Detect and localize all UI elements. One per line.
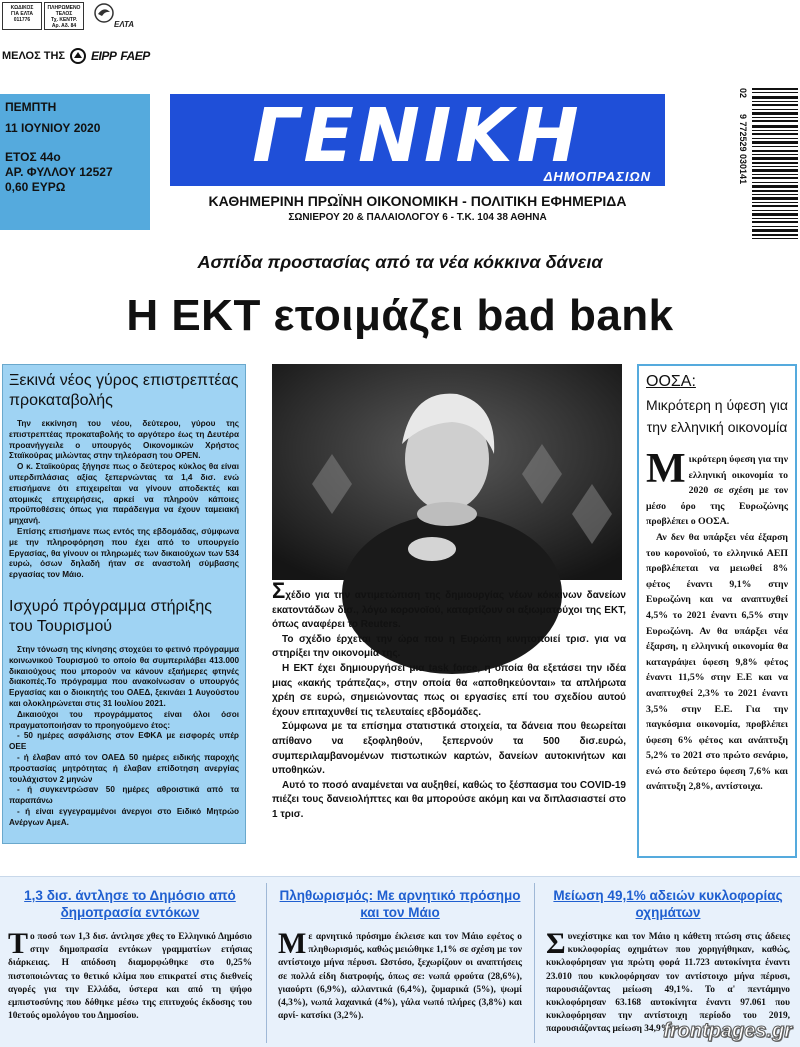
postal-code-box: ΚΩΔΙΚΟΣ ΓΙΑ ΕΛΤΑ 011776 bbox=[2, 2, 42, 30]
bottom-dropcap: Τ bbox=[8, 927, 29, 960]
postage-paid-box: ΠΛΗΡΩΜΕΝΟ ΤΕΛΟΣ Τχ. ΚΕΝΤΡ. Αρ. Αδ. 84 bbox=[44, 2, 84, 30]
bottom-article-text: Με αρνητικό πρόσημο έκλεισε και τον Μάιο εφέτος ο πληθωρισμός, καθώς μειώθηκε 1,1% σε σχέση με τον αντίστοιχο μήνα πέρυσι. Ωστόσο, ξεχωρίζουν οι αναπτήσεις σε πολλά είδη διατροφής, όπως σε: νωπά φρούτα (28,6%), γιαούρτι (6,9%), αλλαντικά (6,4%), ζυμαρικά (5%), ψωμί (4,3%), νωπά λαχανικά (4%), γάλα νωπό πλήρες (3,8%) και αρνί- κατσίκι (3,2%). bbox=[278, 927, 522, 1022]
issue-price: 0,60 ΕΥΡΩ bbox=[5, 180, 66, 194]
right-article-first-para: Μικρότερη ύφεση για την ελληνική οικονομία το 2020 σε σχέση με τον μέσο όρο της Ευρωζώνης προβλέπει ο ΟΟΣΑ. bbox=[646, 446, 788, 528]
bottom-article-text: Το ποσό των 1,3 δισ. άντλησε χθες το Ελληνικό Δημόσιο στην δημοπρασία εντόκων γραμματίων ετήσιας διάρκειας. Η απόδοση διαμορφώθηκε στο 0,25% πιστοποιώντας το θετικό κλίμα που επικρατεί στις διεθνείς αγορές για την Ελλάδα, ύστερα και από τη ψήφο εμπιστοσύνης που δόθηκε μέσω της επιτυχούς έκδοσης του 10ετούς ομολόγου του Δημοσίου. bbox=[8, 927, 252, 1022]
column-divider bbox=[266, 883, 267, 1043]
left-article-para: - ή συγκεντρώσαν 50 ημέρες αθροιστικά από τα παραπάνω bbox=[9, 785, 239, 806]
right-article-title: Μικρότερη η ύφεση για την ελληνική οικονομία bbox=[646, 397, 788, 435]
lead-photo bbox=[272, 364, 622, 580]
watermark: frontpages.gr bbox=[663, 1020, 792, 1042]
issue-info-box bbox=[0, 94, 150, 230]
issue-year: ΕΤΟΣ 44ο bbox=[5, 150, 61, 164]
left-article-para: - ή είναι εγγεγραμμένοι άνεργοι στο Ειδικό Μητρώο Ανέργων ΑμεΑ. bbox=[9, 806, 239, 827]
speaker-photo-icon bbox=[272, 364, 622, 580]
issue-date: 11 ΙΟΥΝΙΟΥ 2020 bbox=[5, 121, 101, 135]
left-article-para: Επίσης επισήμανε πως εντός της εβδομάδας, σύμφωνα με την πληροφόρηση που έχει από το υπουργείο Εργασίας, θα γίνουν οι πληρωμές των δικαιούχων των 534 ευρώ, όσων δηλαδή ήταν σε αναστολή σύμβασης εργασίας τον Μάιο. bbox=[9, 526, 239, 580]
barcode-edition: 02 bbox=[738, 88, 748, 99]
bottom-dropcap: Μ bbox=[278, 927, 307, 960]
bottom-article-1 bbox=[0, 887, 260, 1023]
newspaper-address: ΣΩΝΙΕΡΟΥ 20 & ΠΑΛΑΙΟΛΟΓΟΥ 6 - Τ.Κ. 104 38 ΑΘΗΝΑ bbox=[288, 212, 547, 223]
bottom-article-title: Μείωση 49,1% αδειών κυκλοφορίας οχημάτων bbox=[553, 888, 783, 920]
member-of-label: ΜΕΛΟΣ ΤΗΣ ΕΙΡΡ FAEP bbox=[2, 49, 150, 63]
left-article-title-2: Ισχυρό πρόγραμμα στήριξης του Τουρισμού bbox=[9, 597, 212, 635]
newspaper-tagline: ΚΑΘΗΜΕΡΙΝΗ ΠΡΩΪΝΗ ΟΙΚΟΝΟΜΙΚΗ - ΠΟΛΙΤΙΚΗ ΕΦΗΜΕΡΙΔΑ bbox=[208, 193, 627, 209]
bottom-dropcap: Σ bbox=[546, 927, 566, 960]
left-article-title-1: Ξεκινά νέος γύρος επιστρεπτέας προκαταβολής bbox=[9, 372, 239, 409]
left-article-para: - 50 ημέρες ασφάλισης στον ΕΦΚΑ με εισφορές υπέρ ΟΕΕ bbox=[9, 731, 239, 752]
elta-logo bbox=[92, 2, 135, 30]
barcode-bars-icon bbox=[752, 84, 798, 242]
main-article-first-para: Σχέδιο για την αντιμετώπιση της δημιουργίας νέων κόκκινων δανείων εκατοντάδων δισ., λόγω κορονοϊού, καταρτίζουν οι αξιωματούχοι της ΕΚΤ, όπως αναφέρει το Reuters. bbox=[272, 578, 626, 631]
left-article-para: Δικαιούχοι του προγράμματος είναι όλοι όσοι πραγματοποιήσαν το προηγούμενο έτος: bbox=[9, 709, 239, 730]
right-article-dropcap: Μ bbox=[646, 446, 686, 492]
left-article-para: - ή έλαβαν από τον ΟΑΕΔ 50 ημέρες ειδικής παροχής προστασίας μητρότητας ή έλαβαν επίδοτηση ανεργίας τουλάχιστον 2 μηνών bbox=[9, 752, 239, 784]
barcode bbox=[728, 84, 798, 242]
left-article-para: Την εκκίνηση του νέου, δεύτερου, γύρου της επιστρεπτέας προκαταβολής το αργότερο έως τη Δευτέρα προανήγγειλε ο υπουργός Οικονομικών Χρήστος Σταϊκούρας μιλώντας στην τηλεόραση του OPEN. bbox=[9, 419, 239, 461]
newspaper-subtitle: ΔΗΜΟΠΡΑΣΙΩΝ bbox=[543, 169, 651, 184]
bottom-article-3 bbox=[538, 887, 798, 1037]
elta-bird-icon bbox=[92, 2, 135, 30]
left-column bbox=[2, 364, 246, 844]
barcode-number: 9 772529 030141 bbox=[738, 114, 748, 185]
bottom-article-text: Συνεχίστηκε και τον Μάιο η κάθετη πτώση στις άδειες κυκλοφορίας οχημάτων που χορηγήθηκαν, καθώς, κυκλοφόρησαν για πρώτη φορά 11.723 αυτοκίνητα έναντι 23.010 που κυκλοφόρησαν τον αντίστοιχο μήνα πέρυσι, παρουσιάζοντας μείωση 49,1%. Το α' πεντάμηνο κυκλοφόρησαν 63.168 αυτοκίνητα έναντι 97.061 που κυκλοφόρησαν την αντίστοιχη περίοδο του 2019, παρουσιάζοντας μείωση 34,9%. bbox=[546, 927, 790, 1035]
masthead bbox=[170, 94, 665, 186]
left-article-para: Στην τόνωση της κίνησης στοχεύει το φετινό πρόγραμμα κοινωνικού Τουρισμού το οποίο θα συμπεριλάβει 413.000 δικαιούχους που μπορούν να κάνουν εξαήμερες φτηνές διακοπές.Το πρόγραμμα που ανακοίνωσαν ο υπουργός Εργασίας και ο διοικητής του ΟΑΕΔ, ξεκινάει 1 Αυγούστου και ολοκληρώνεται στις 31 Ιουλίου 2021. bbox=[9, 644, 239, 708]
issue-number: ΑΡ. ΦΥΛΛΟΥ 12527 bbox=[5, 165, 113, 179]
issue-day: ΠΕΜΠΤΗ bbox=[5, 100, 57, 114]
bottom-article-title: 1,3 δισ. άντλησε το Δημόσιο από δημοπρασία εντόκων bbox=[24, 888, 236, 920]
bottom-article-title: Πληθωρισμός: Με αρνητικό πρόσημο και τον Μάιο bbox=[279, 888, 521, 920]
main-article-dropcap: Σ bbox=[272, 578, 286, 603]
main-article-para: Σύμφωνα με τα επίσημα στατιστικά στοιχεία, τα δάνεια που θεωρείται απίθανο να εξοφληθούν, ξεπερνούν τα 500 δισ.ευρώ, συμπεριλαμβανομένων πιστωτικών καρτών, δανείων αυτοκινήτων και υποθηκών. bbox=[272, 721, 626, 777]
main-article-para: Αυτό το ποσό αναμένεται να αυξηθεί, καθώς το ξέσπασμα του COVID-19 πιέζει τους δανειολήπτες και θα μπορούσε ακόμη και να διπλασιαστεί στο 1 τρισ. bbox=[272, 779, 626, 820]
lead-kicker: Ασπίδα προστασίας από τα νέα κόκκινα δάνεια bbox=[197, 252, 603, 272]
main-article bbox=[272, 578, 626, 823]
newspaper-title: ΓΕΝΙΚΗ bbox=[252, 93, 583, 179]
svg-text:ΕΛΤΑ: ΕΛΤΑ bbox=[114, 20, 135, 29]
right-column bbox=[637, 364, 797, 858]
column-divider bbox=[534, 883, 535, 1043]
faep-logo-icon bbox=[69, 48, 87, 64]
right-article-tag: ΟΟΣΑ: bbox=[646, 373, 696, 390]
main-article-para: Το σχέδιο έρχεται την ώρα που η Ευρώπη κινητοποιεί τρισ. για να στηρίξει την οικονομία της. bbox=[272, 633, 626, 660]
bottom-article-2 bbox=[270, 887, 530, 1023]
left-article-para: Ο κ. Σταϊκούρας ξήγησε πως ο δεύτερος κύκλος θα είναι υπερδιπλάσιας αξίας ξεπερνώντας τα 1,4 δισ. ενώ επισήμανε ότι επιχειρείται να γίνουν αποδεκτές και ατομικές επιχειρήσεις, αρκεί να πληρούν κάποιες προϋποθέσεις όπως για παράδειγμα να έχουν ταμειακή μηχανή. bbox=[9, 462, 239, 526]
lead-headline: Η ΕΚΤ ετοιμάζει bad bank bbox=[126, 291, 674, 340]
right-article-para: Αν δεν θα υπάρξει νέα έξαρση του κορονοϊού, το ελληνικό ΑΕΠ προβλέπεται να μειωθεί 8% φέτος έναντι 9,1% στην Ευρωζώνη και να αναπτυχθεί 4,5% το 2021 έναντι 6,5% στην Ευρωζώνη. Αν θα υπάρξει νέα έξαρση, η ελληνική οικονομία θα καταγράψει ύφεση 9,8% φέτος έναντι 11,5% στην Ε.Ε και να αναπτυχθεί 2,3% το 2021 έναντι 3,5% στην Ε.Ε. Για την παγκόσμια οικονομία, προβλέπει ύφεση 6% φέτος και ανάπτυξη 5,2% το 2021 στο πρώτο σενάριο, ενώ στο δεύτερο ύφεση 7,6% και ανάπτυξη 2,8%, αντίστοιχα. bbox=[646, 531, 788, 793]
main-article-para: Η ΕΚΤ έχει δημιουργήσει μια task force, η οποία θα εξετάσει την ιδέα μιας «κακής τράπεζας», στην οποία θα «αποθηκεύονται» τα απλήρωτα χρέη σε ευρώ, σημειώνοντας πως οι εργασίες επί του σχεδίου αυτού έχουν επιταχυνθεί τις τελευταίες εβδομάδες. bbox=[272, 662, 626, 718]
